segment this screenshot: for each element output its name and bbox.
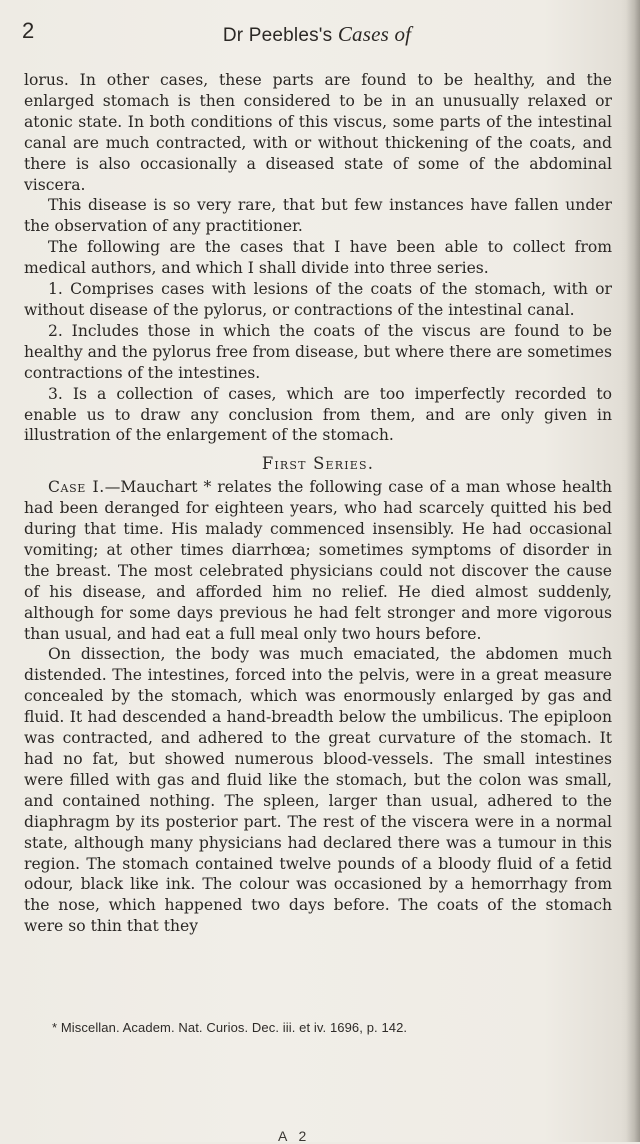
paragraph-dissection: On dissection, the body was much emaciated, the abdomen much distended. The intestines, forced into the pelvis, were in a great measure concealed by the stomach, which was enormously enlarged by gas and fluid. It had descended a hand-breadth below the umbilicus. The epiploon was contracted, and adhered to the great curvature of the stomach. It had no fat, but showed numerous blood-vessels. The small intestines were filled with gas and fluid like the stomach, but the colon was small, and contained nothing. The spleen, larger than usual, adhered to the diaphragm by its posterior part. The rest of the viscera were in a normal state, although many physicians had declared there was a tumour in this region. The stomach contained twelve pounds of a bloody fluid of a fetid odour, black like ink. The colour was occasioned by a hemorrhagy from the nose, which happened two days before. The coats of the stomach were so thin that they <box>24 645 612 936</box>
page-edge-shadow <box>626 0 640 1142</box>
case-label: Case I. <box>48 478 105 497</box>
running-title <box>22 22 612 47</box>
paragraph-case-1 <box>24 477 612 644</box>
paragraph-rarity: This disease is so very rare, that but few instances have fallen under the observation of any practitioner. <box>24 196 612 236</box>
running-title-author: Dr Peebles's <box>222 25 333 46</box>
paragraph-series-2: 2. Includes those in which the coats of the viscus are found to be healthy and the pylorus free from disease, but where there are sometimes contractions of the intestines. <box>24 321 612 382</box>
case-1-text: —Mauchart * relates the following case of a man whose health had been deranged for eighteen years, who had scarcely quitted his bed during that time. His malady commenced insensibly. He had occasional vomiting; at other times diarrhœa; sometimes symptoms of disorder in the breast. The most celebrated physicians could not discover the cause of his disease, and afforded him no relief. He died almost suddenly, although for some days previous he had felt stronger and more vigorous than usual, and had eat a full meal only two hours before. <box>24 478 612 643</box>
signature-mark: A 2 <box>278 1128 311 1144</box>
paragraph-continued: lorus. In other cases, these parts are found to be healthy, and the enlarged stomach is then considered to be in an unusually relaxed or atonic state. In both conditions of this viscus, some parts of the intestinal canal are much contracted, with or without thickening of the coats, and there is also occasionally a diseased state of some of the abdominal viscera. <box>24 71 612 194</box>
paragraph-series-1: 1. Comprises cases with lesions of the coats of the stomach, with or without disease of the pylorus, or contractions of the intestinal canal. <box>24 280 612 319</box>
paragraph-series-3: 3. Is a collection of cases, which are too imperfectly recorded to enable us to draw any conclusion from them, and are only given in illustration of the enlargement of the stomach. <box>24 384 612 445</box>
running-title-italic: Cases of <box>337 22 412 46</box>
section-heading: First Series. <box>261 454 375 474</box>
body-text <box>24 70 612 937</box>
page-header <box>22 18 612 62</box>
page-number: 2 <box>22 18 35 43</box>
paragraph-series-intro: The following are the cases that I have been able to collect from medical authors, and which I shall divide into three series. <box>24 238 612 278</box>
footnote: * Miscellan. Academ. Nat. Curios. Dec. iii. et iv. 1696, p. 142. <box>52 1020 408 1035</box>
